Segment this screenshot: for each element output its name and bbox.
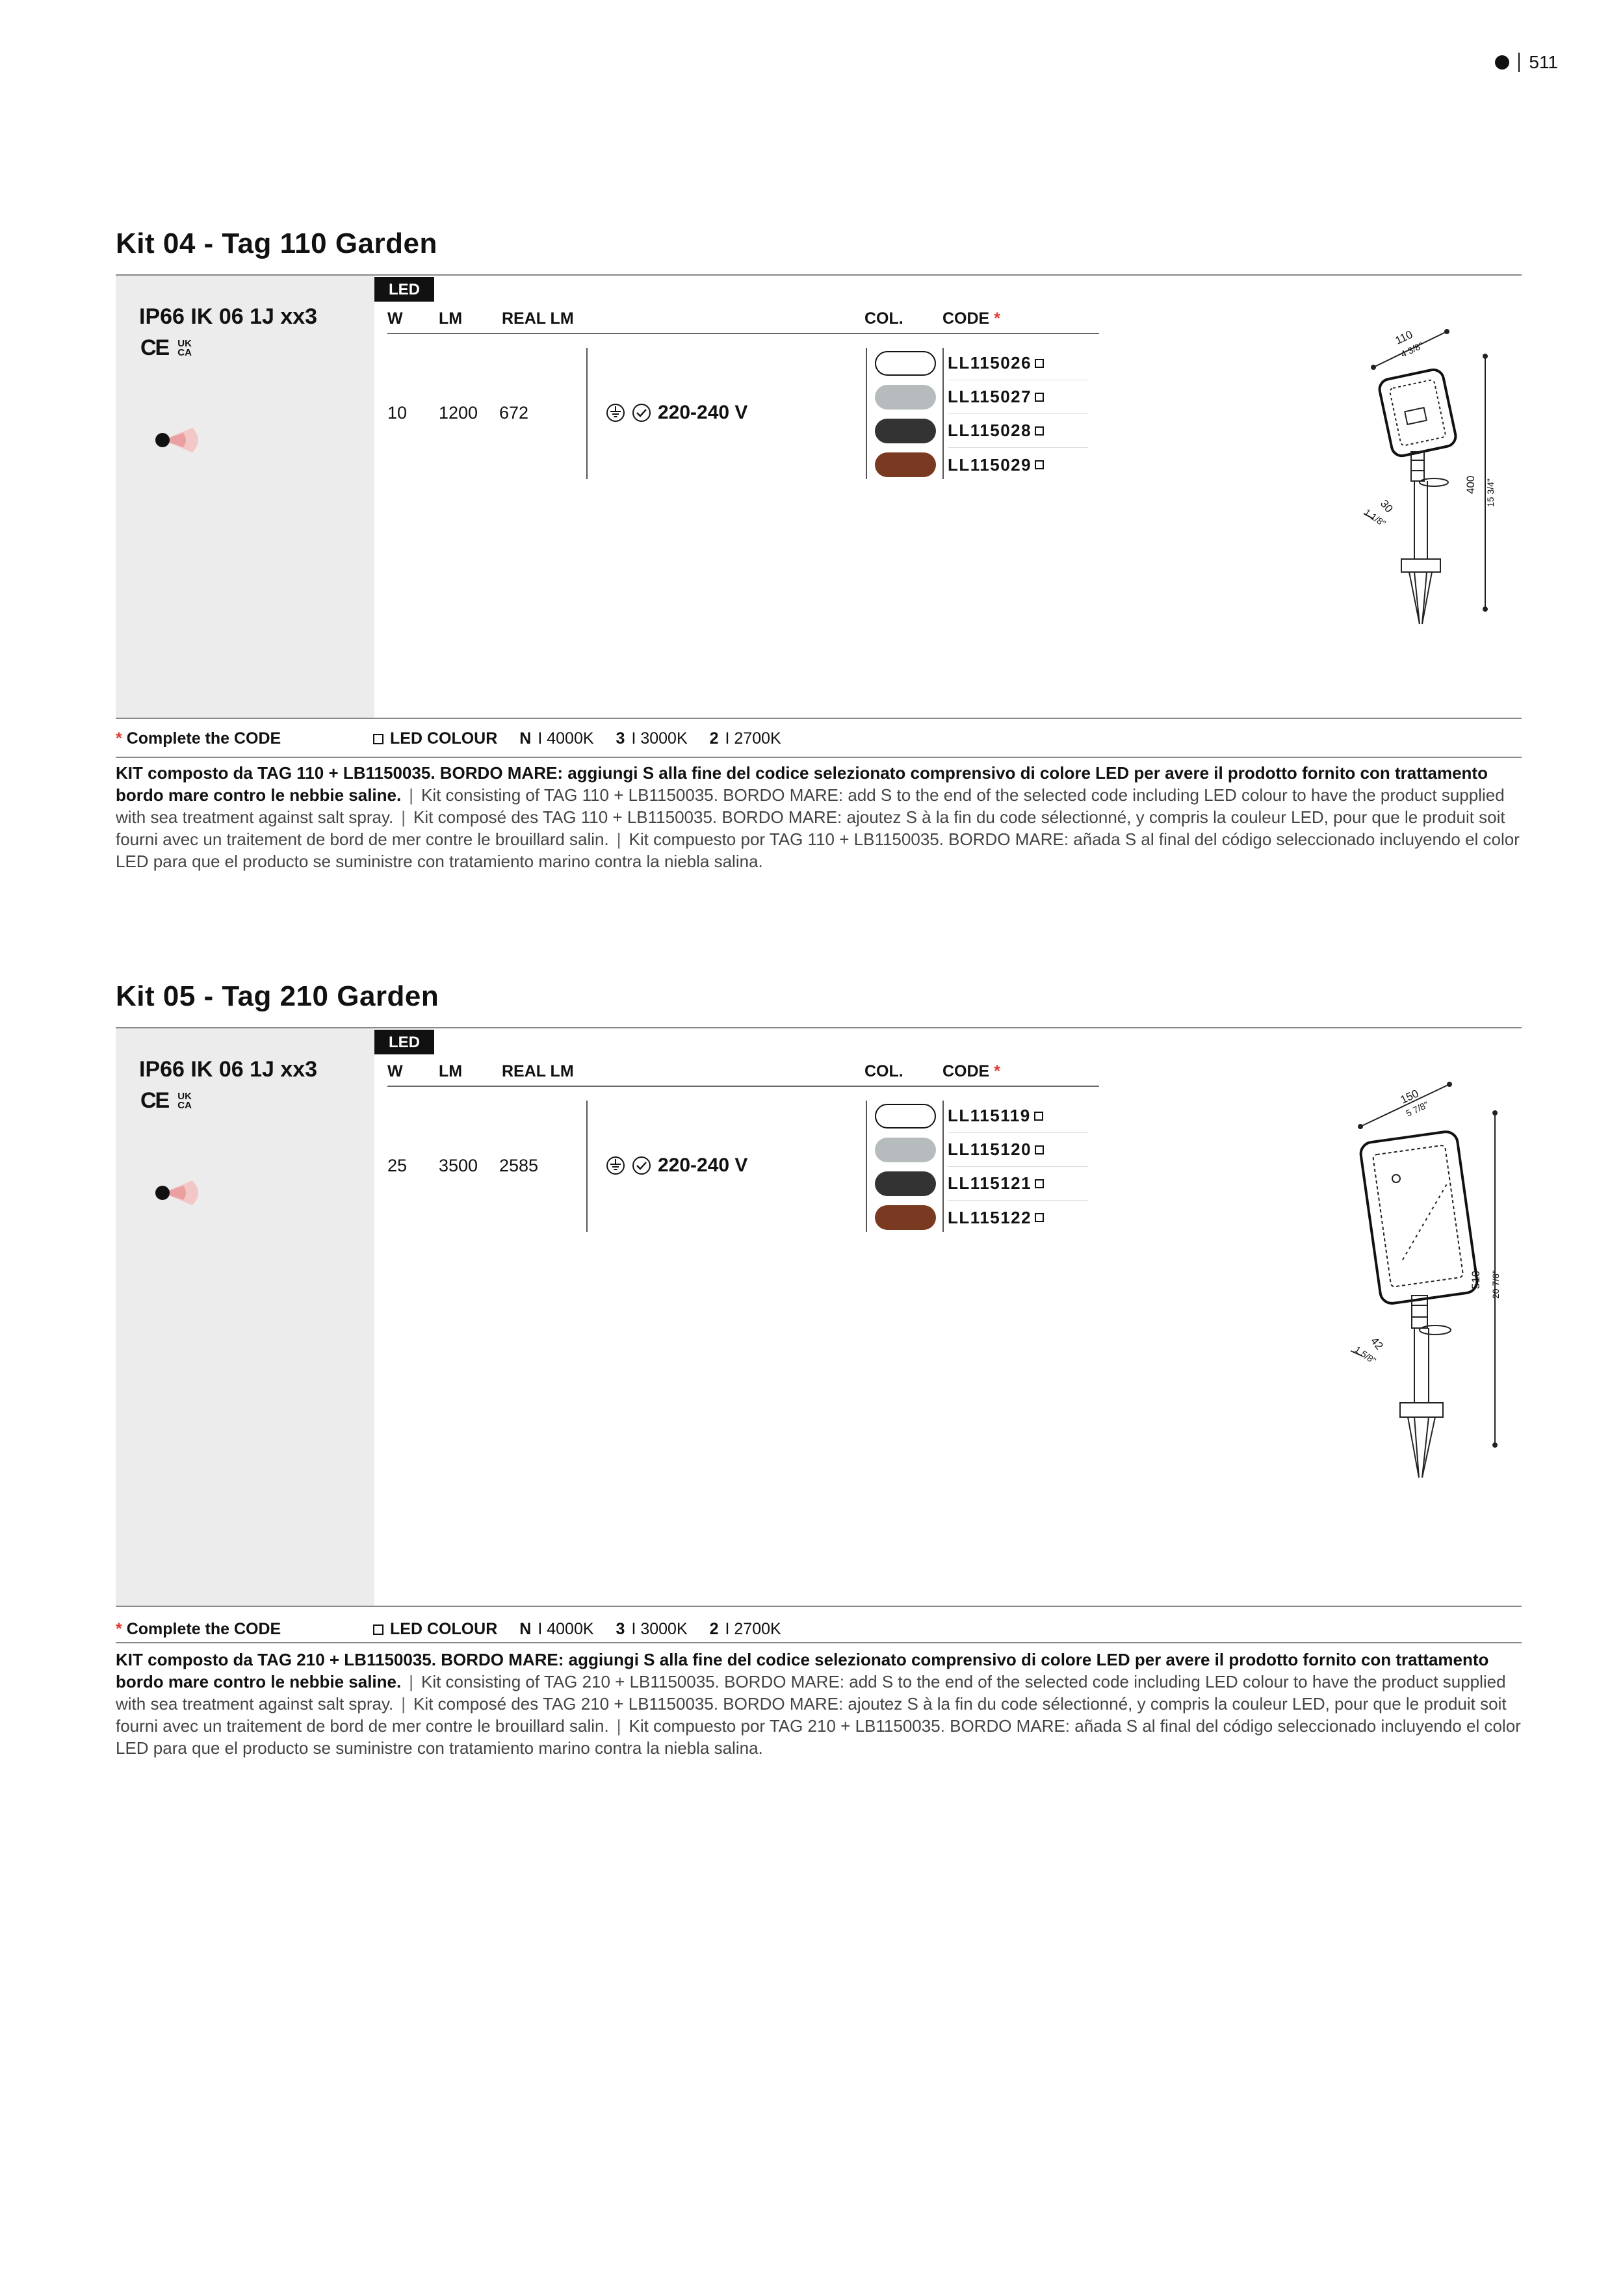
dim-width-in: 5 7/8" [1404, 1099, 1430, 1119]
product-code: LL115121 [948, 1167, 1088, 1201]
ce-mark: CE [140, 335, 169, 360]
real-lumen-value: 672 [499, 403, 529, 423]
voltage-value: 220-240 V [658, 402, 748, 423]
divider [387, 333, 1099, 334]
col-header-code: CODE * [942, 1062, 1000, 1080]
earth-class-icon [606, 1156, 625, 1175]
dim-depth-mm: 30 [1377, 497, 1396, 515]
colour-swatch-black [875, 419, 936, 443]
col-header-real-lm: REAL LM [502, 309, 574, 328]
checkbox-icon [1035, 426, 1044, 436]
required-star-icon: * [994, 309, 1000, 328]
certification-marks [140, 335, 200, 361]
product-code: LL115029 [948, 448, 1088, 482]
product-code: LL115122 [948, 1201, 1088, 1234]
required-star-icon: * [116, 1620, 122, 1638]
checkbox-icon [1035, 1213, 1044, 1222]
colour-swatch-grey [875, 1138, 936, 1162]
certification-marks [140, 1088, 200, 1114]
divider [116, 718, 1522, 719]
voltage [606, 402, 747, 424]
col-header-code: CODE * [942, 309, 1000, 328]
dim-depth-in: 1 1/8" [1362, 506, 1388, 529]
product-code: LL115120 [948, 1133, 1088, 1167]
divider [116, 757, 1522, 758]
spec-panel [116, 1028, 374, 1606]
check-circle-icon [632, 1156, 651, 1175]
complete-code-note: * Complete the CODE [116, 1620, 281, 1638]
earth-class-icon [606, 403, 625, 423]
dim-depth-mm: 42 [1368, 1335, 1386, 1353]
dim-height-mm: 510 [1470, 1270, 1482, 1289]
led-label: LED [374, 277, 434, 302]
divider [586, 348, 588, 479]
col-header-w: W [387, 309, 403, 328]
led-colour-legend: LED COLOUR N I 4000K 3 I 3000K 2 I 2700K [373, 729, 781, 748]
col-header-colour: COL. [864, 309, 903, 328]
led-colour-legend: LED COLOUR N I 4000K 3 I 3000K 2 I 2700K [373, 1620, 781, 1639]
colour-swatch-white [875, 351, 936, 376]
lumen-value: 3500 [439, 1156, 478, 1175]
dim-width-mm: 150 [1398, 1087, 1421, 1106]
checkbox-icon [1035, 359, 1044, 368]
checkbox-icon [1035, 460, 1044, 469]
colour-swatch-corten [875, 452, 936, 477]
checkbox-icon [373, 734, 383, 744]
dim-height-mm: 400 [1464, 475, 1477, 494]
dim-height-in: 20 7/8" [1490, 1270, 1501, 1299]
divider [1518, 53, 1520, 72]
watt-value: 25 [387, 1156, 408, 1175]
checkbox-icon [1035, 393, 1044, 402]
kit-title: Kit 04 - Tag 110 Garden [116, 228, 437, 259]
lumen-value: 1200 [439, 403, 478, 423]
divider [942, 1101, 944, 1232]
kit-description: KIT composto da TAG 210 + LB1150035. BORDO MARE: aggiungi S alla fine del codice selezionato comprensivo di colore LED per avere il prodotto fornito con trattamento bordo mare contro le nebbie saline. | Kit consisting of TAG 210 + LB1150035. BORDO MARE: add S to the end of the selected code including LED colour to have the product supplied with sea treatment against salt spray. | Kit composé des TAG 210 + LB1150035. BORDO MARE: ajoutez S à la fin du code sélectionné, y compris la couleur LED, pour que le produit soit fourni avec un traitement de bord de mer contre le brouillard salin. | Kit compuesto por TAG 210 + LB1150035. BORDO MARE: añada S al final del código seleccionado incluyendo el color LED para que el producto se suministre con tratamiento marino contra la niebla salina. [116, 1650, 1521, 1758]
protection-rating: IP66 IK 06 1J xx3 [139, 304, 318, 329]
dim-width-in: 4 3/8" [1399, 339, 1425, 359]
checkbox-icon [1034, 1112, 1043, 1121]
required-star-icon: * [994, 1062, 1000, 1080]
product-drawing [1325, 1065, 1513, 1520]
checkbox-icon [373, 1624, 383, 1635]
col-header-w: W [387, 1062, 403, 1080]
divider [387, 1086, 1099, 1087]
kit-description: KIT composto da TAG 110 + LB1150035. BORDO MARE: aggiungi S alla fine del codice selezionato comprensivo di colore LED per avere il prodotto fornito con trattamento bordo mare contro le nebbie saline. | Kit consisting of TAG 110 + LB1150035. BORDO MARE: add S to the end of the selected code including LED colour to have the product supplied with sea treatment against salt spray. | Kit composé des TAG 110 + LB1150035. BORDO MARE: ajoutez S à la fin du code sélectionné, y compris la couleur LED, pour que le produit soit fourni avec un traitement de bord de mer contre le brouillard salin. | Kit compuesto por TAG 110 + LB1150035. BORDO MARE: añada S al final del código seleccionado incluyendo el color LED para que el producto se suministre con tratamiento marino contra la niebla salina. [116, 763, 1520, 871]
page-header [1495, 52, 1558, 73]
kit-title: Kit 05 - Tag 210 Garden [116, 980, 439, 1012]
divider [116, 1606, 1522, 1607]
colour-swatch-black [875, 1171, 936, 1196]
page-number: 511 [1529, 52, 1558, 72]
product-drawing [1338, 319, 1500, 670]
dim-width-mm: 110 [1393, 328, 1415, 347]
colour-swatch-white [875, 1104, 936, 1128]
divider [942, 348, 944, 479]
checkbox-icon [1035, 1145, 1044, 1155]
check-circle-icon [632, 403, 651, 423]
beam-angle-icon [153, 1177, 205, 1209]
col-header-lm: LM [439, 1062, 463, 1080]
product-code: LL115028 [948, 414, 1088, 448]
divider [586, 1101, 588, 1232]
colour-swatch-corten [875, 1205, 936, 1230]
divider [866, 1101, 867, 1232]
led-label: LED [374, 1030, 434, 1054]
divider [866, 348, 867, 479]
col-header-real-lm: REAL LM [502, 1062, 574, 1080]
colour-swatch-grey [875, 385, 936, 410]
protection-rating: IP66 IK 06 1J xx3 [139, 1057, 318, 1082]
bullet-icon [1495, 55, 1509, 70]
kit-04-section [116, 228, 1522, 962]
kit-05-section [116, 980, 1522, 1758]
required-star-icon: * [116, 729, 122, 748]
ce-mark: CE [140, 1088, 169, 1113]
dim-height-in: 15 3/4" [1485, 478, 1496, 507]
voltage-value: 220-240 V [658, 1155, 748, 1176]
product-code: LL115026 [948, 346, 1088, 380]
product-code: LL115119 [948, 1099, 1088, 1133]
watt-value: 10 [387, 403, 408, 423]
dim-depth-in: 1 5/8" [1353, 1344, 1379, 1366]
col-header-lm: LM [439, 309, 463, 328]
voltage [606, 1155, 747, 1177]
ukca-mark: UK CA [177, 1090, 192, 1111]
product-code: LL115027 [948, 380, 1088, 414]
ukca-mark: UK CA [177, 337, 192, 358]
beam-angle-icon [153, 424, 205, 456]
divider [116, 1642, 1522, 1643]
col-header-colour: COL. [864, 1062, 903, 1080]
complete-code-note: * Complete the CODE [116, 729, 281, 748]
checkbox-icon [1035, 1179, 1044, 1188]
real-lumen-value: 2585 [499, 1156, 539, 1175]
